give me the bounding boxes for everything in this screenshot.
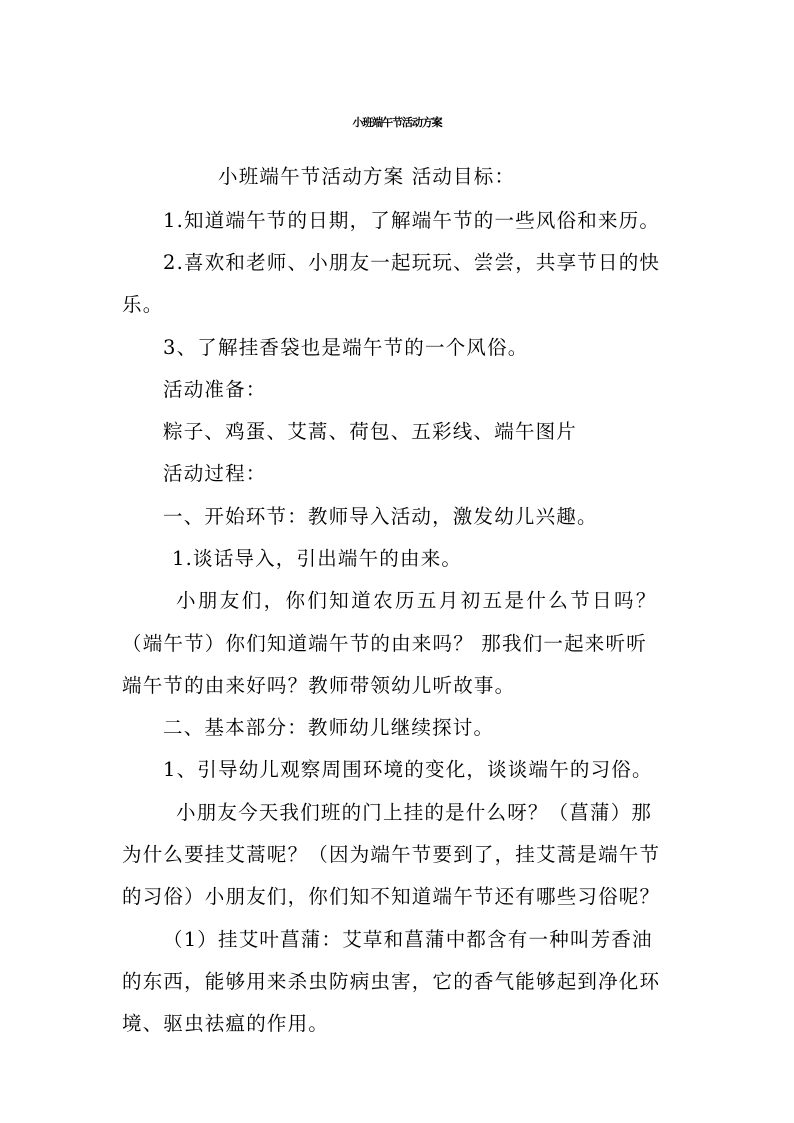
paragraph-line: 2.喜欢和老师、小朋友一起玩玩、尝尝，共享节日的快	[163, 251, 661, 274]
paragraph-line: 1.谈话导入，引出端午的由来。	[172, 547, 463, 570]
section-heading: 活动准备：	[163, 378, 267, 401]
paragraph-line: 端午节的由来好吗？教师带领幼儿听故事。	[122, 674, 516, 697]
paragraph-line: 的习俗）小朋友们，你们知不知道端午节还有哪些习俗呢？	[122, 885, 661, 908]
paragraph-line: 为什么要挂艾蒿呢？（因为端午节要到了，挂艾蒿是端午节	[122, 843, 661, 866]
paragraph-line: 的东西，能够用来杀虫防病虫害，它的香气能够起到净化环	[122, 970, 661, 993]
paragraph-line: 小朋友今天我们班的门上挂的是什么呀？（菖蒲）那	[176, 801, 653, 824]
paragraph-line: 小朋友们，你们知道农历五月初五是什么节日吗？	[176, 589, 658, 612]
paragraph-line: 粽子、鸡蛋、艾蒿、荷包、五彩线、端午图片	[163, 420, 578, 443]
paragraph-line: 小班端午节活动方案 活动目标：	[218, 165, 516, 188]
paragraph-line: 1、引导幼儿观察周围环境的变化，谈谈端午的习俗。	[163, 758, 653, 781]
paragraph-line: 3、了解挂香袋也是端午节的一个风俗。	[163, 336, 529, 359]
document-title: 小班端午节活动方案	[352, 116, 442, 129]
paragraph-line: （1）挂艾叶菖蒲：艾草和菖蒲中都含有一种叫芳香油	[163, 928, 653, 951]
paragraph-line: 1.知道端午节的日期，了解端午节的一些风俗和来历。	[163, 209, 661, 232]
paragraph-line: 一、开始环节：教师导入活动，激发幼儿兴趣。	[163, 505, 598, 528]
paragraph-line: 乐。	[122, 293, 164, 316]
paragraph-line: （端午节）你们知道端午节的由来吗？ 那我们一起来听听	[122, 632, 647, 655]
paragraph-line: 境、驱虫祛瘟的作用。	[122, 1012, 330, 1035]
section-heading: 活动过程：	[163, 462, 267, 485]
paragraph-line: 二、基本部分：教师幼儿继续探讨。	[163, 716, 495, 739]
